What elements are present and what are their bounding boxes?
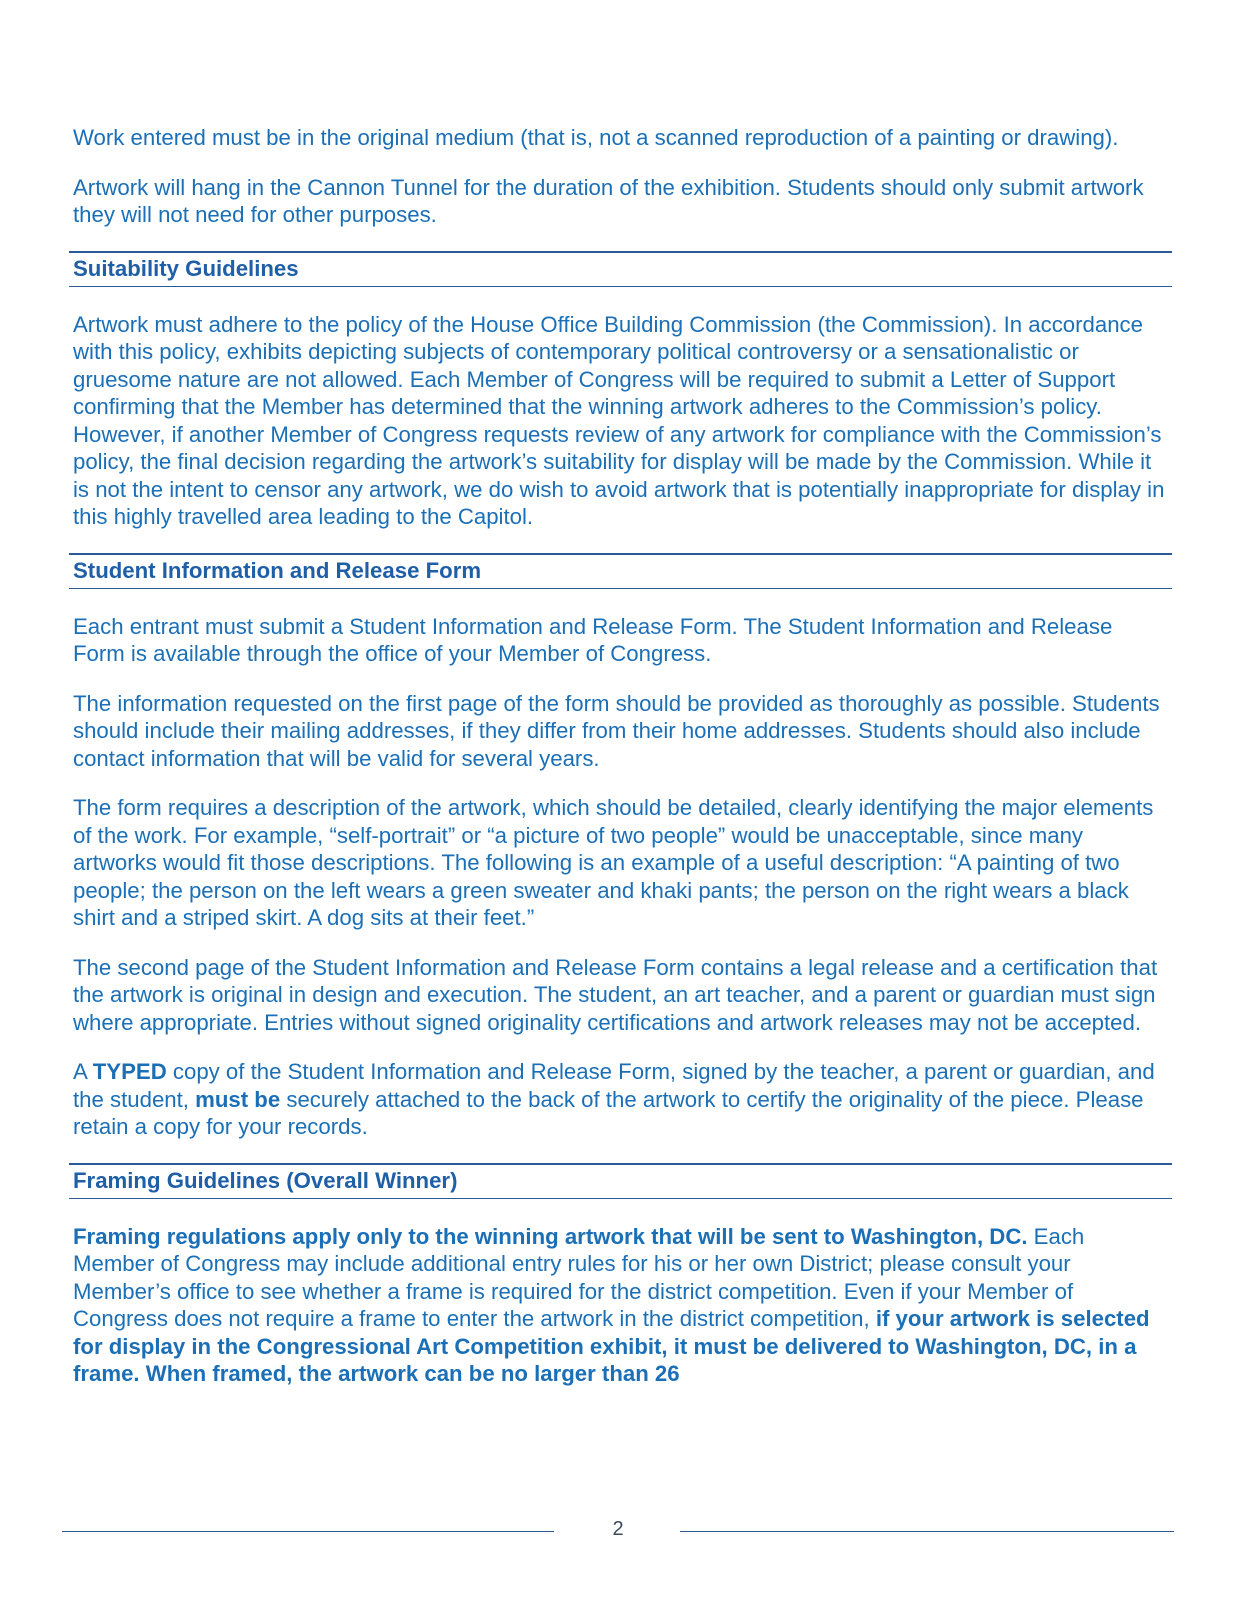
section-heading-framing: Framing Guidelines (Overall Winner) xyxy=(69,1163,1172,1199)
footer-rule-right xyxy=(680,1531,1174,1532)
typed-copy-text-e: securely attached to the back of the artwork to certify the originality of the piece. Please retain a copy for your records. xyxy=(73,1086,1144,1139)
paragraph-form-second-page: The second page of the Student Information and Release Form contains a legal release and a certification that the artwork is original in design and execution. The student, an art teacher, and a parent or guardian must sign where appropriate. Entries without signed originality certifications and artwork releases may not be accepted. xyxy=(73,954,1158,1035)
typed-copy-text-a: A xyxy=(73,1059,93,1084)
page-number: 2 xyxy=(612,1518,624,1540)
typed-copy-text-c: copy of the Student Information and Release Form, signed by the teacher, a parent or guardian, and the student, xyxy=(73,1059,1155,1112)
paragraph-framing xyxy=(73,1223,1168,1388)
section-heading-student-form: Student Information and Release Form xyxy=(69,553,1172,589)
paragraph-cannon-tunnel: Artwork will hang in the Cannon Tunnel for the duration of the exhibition. Students should only submit artwork they will not need for other purposes. xyxy=(73,174,1144,227)
paragraph-typed-copy xyxy=(73,1058,1168,1141)
typed-emphasis: TYPED xyxy=(92,1059,167,1084)
paragraph-original-medium: Work entered must be in the original medium (that is, not a scanned reproduction of a painting or drawing). xyxy=(73,125,1119,150)
framing-bold-tail: if your artwork is selected for display in the Congressional Art Competition exhibit, it must be delivered to Washington, DC, in a frame. When framed, the artwork can be no larger than 26 xyxy=(73,1306,1150,1386)
framing-bold-lead: Framing regulations apply only to the winning artwork that will be sent to Washington, DC. xyxy=(73,1223,1028,1249)
must-be-emphasis: must be xyxy=(195,1086,281,1112)
paragraph-form-description: The form requires a description of the artwork, which should be detailed, clearly identifying the major elements of the work. For example, “self-portrait” or “a picture of two people” would be unacceptable, since many artworks would fit those descriptions. The following is an example of a useful description: “A painting of two people; the person on the left wears a green sweater and khaki pants; the person on the right wears a black shirt and a striped skirt. A dog sits at their feet.” xyxy=(73,795,1154,930)
paragraph-form-availability: Each entrant must submit a Student Information and Release Form. The Student Information and Release Form is available through the office of your Member of Congress. xyxy=(73,613,1113,666)
section-heading-suitability: Suitability Guidelines xyxy=(69,251,1172,287)
footer-rule-left xyxy=(62,1531,554,1532)
framing-body-text: Each Member of Congress may include additional entry rules for his or her own District; please consult your Member’s office to see whether a frame is required for the district competition. Even if your Member of Congress does not require a frame to enter the artwork in the district competition, xyxy=(73,1223,1085,1331)
page-content xyxy=(73,124,1168,1410)
paragraph-suitability: Artwork must adhere to the policy of the House Office Building Commission (the Commission). In accordance with this policy, exhibits depicting subjects of contemporary political controversy or a sensationalistic or gruesome nature are not allowed. Each Member of Congress will be required to submit a Letter of Support confirming that the Member has determined that the winning artwork adheres to the Commission’s policy. However, if another Member of Congress requests review of any artwork for compliance with the Commission’s policy, the final decision regarding the artwork’s suitability for display will be made by the Commission. While it is not the intent to censor any artwork, we do wish to avoid artwork that is potentially inappropriate for display in this highly travelled area leading to the Capitol. xyxy=(73,311,1165,529)
paragraph-form-first-page: The information requested on the first page of the form should be provided as thoroughly as possible. Students should include their mailing addresses, if they differ from their home addresses. Students should also include contact information that will be valid for several years. xyxy=(73,690,1160,771)
